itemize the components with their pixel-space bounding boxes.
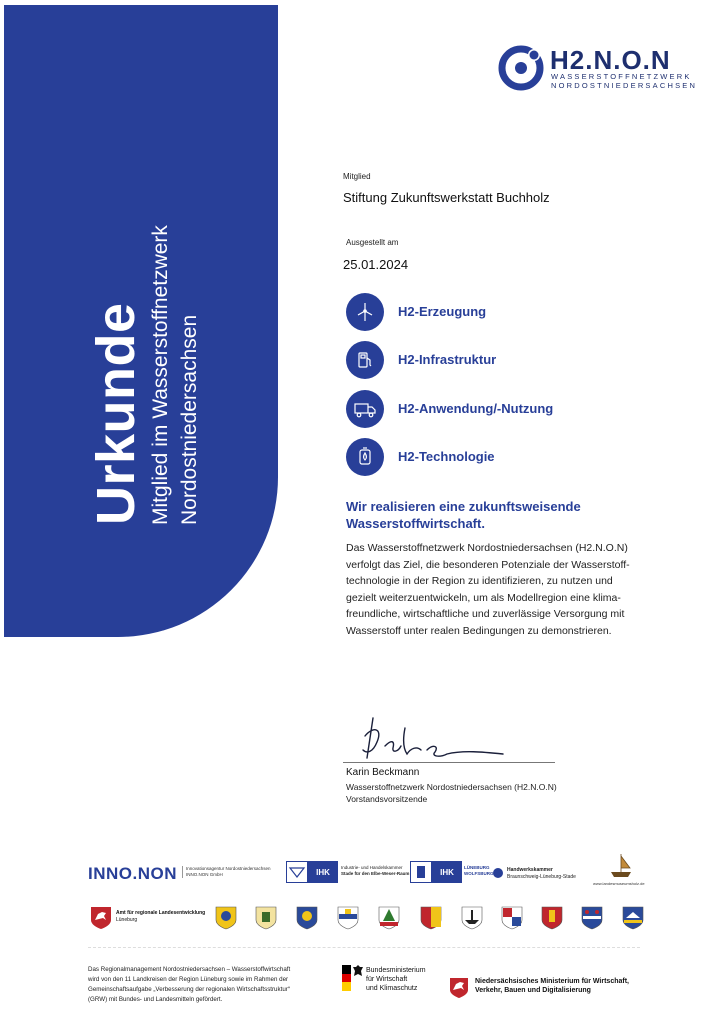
member-name: Stiftung Zukunftswerkstatt Buchholz [343, 190, 550, 205]
statement-body [346, 540, 656, 640]
headline-line: Wasserstoffwirtschaft. [346, 516, 485, 531]
category-label: H2-Technologie [398, 449, 495, 464]
certificate-title: Urkunde [86, 302, 146, 525]
handwerkskammer-text [507, 867, 576, 880]
body-line: freundliche, wirtschaftliche und zuverlässige Versorgung mit [346, 608, 625, 621]
inno-non-subtitle [182, 866, 277, 878]
fuel-station-icon [346, 341, 384, 379]
funding-line: Gemeinschaftsaufgabe „Verbesserung der regionalen Wirtschaftsstruktur“ [88, 986, 290, 993]
logo-tagline-2: NORDOSTNIEDERSACHSEN [551, 81, 698, 90]
amt-line: Amt für regionale Landesentwicklung [116, 910, 206, 916]
amt-line: Lüneburg [116, 917, 138, 923]
category-h2-technologie [346, 438, 606, 478]
logo-name: H2.N.O.N [550, 45, 671, 75]
member-label: Mitglied [343, 172, 371, 181]
inno-sub-line: INNO.NON GmbH [186, 872, 223, 877]
vertical-title-block [88, 145, 204, 525]
statement-headline [346, 498, 666, 532]
ihk-lueneburg-text [464, 865, 494, 877]
issued-label: Ausgestellt am [346, 238, 399, 247]
ihk-lueneburg-line: WOLFSBURG [464, 871, 494, 876]
inno-sub-line: Innovationsagentur Nordostniedersachsen [186, 866, 271, 871]
district-crest-9-icon [541, 906, 563, 930]
handwerkskammer-icon [493, 868, 503, 878]
lower-saxony-ministry-crest-icon [449, 977, 469, 999]
signer-organization: Wasserstoffnetzwerk Nordostniedersachsen (H2.N.O.N) [346, 782, 557, 792]
category-label: H2-Erzeugung [398, 304, 487, 319]
fuel-cell-icon [346, 438, 384, 476]
ship-logo-icon [608, 852, 634, 880]
ihk-stade-badge: IHK [308, 861, 338, 883]
district-crest-4-icon [337, 906, 359, 930]
certificate-side-panel [4, 5, 278, 637]
funding-line: (GRW) mit Bundes- und Landesmitteln gefördert. [88, 996, 223, 1003]
nds-line: Niedersächsisches Ministerium für Wirtschaft, [475, 978, 629, 985]
district-crest-5-icon [378, 906, 400, 930]
body-line: technologie in der Region zu identifizieren, zu nutzen und [346, 575, 613, 588]
signature-line [343, 762, 555, 763]
bmwk-text [366, 966, 426, 993]
bmwk-line: und Klimaschutz [366, 985, 418, 992]
ihk-stade-line: Industrie- und Handelskammer [341, 865, 403, 870]
nds-line: Verkehr, Bauen und Digitalisierung [475, 987, 591, 994]
category-h2-anwendung [346, 390, 606, 430]
category-h2-infrastruktur [346, 341, 606, 381]
district-crest-10-icon [581, 906, 603, 930]
ship-logo-url: www.landesmuseumsholz.de [593, 881, 645, 886]
ihk-stade-line: Stade für den Elbe-Weser-Raum [341, 871, 410, 876]
bmwk-line: Bundesministerium [366, 967, 426, 974]
ihk-stade-emblem-icon [286, 861, 308, 883]
district-crest-3-icon [296, 906, 318, 930]
nds-ministry-text [475, 977, 629, 995]
wind-turbine-icon [346, 293, 384, 331]
certificate-subtitle-line1: Mitglied im Wasserstoffnetzwerk [149, 225, 172, 525]
issued-date: 25.01.2024 [343, 257, 409, 272]
district-crest-7-icon [461, 906, 483, 930]
category-h2-erzeugung [346, 293, 606, 333]
funding-line: wird von den 11 Landkreisen der Region Lüneburg sowie im Rahmen der [88, 976, 289, 983]
district-crest-1-icon [215, 906, 237, 930]
ihk-stade-text [341, 865, 409, 877]
german-flag-icon [342, 965, 351, 991]
h2non-logo-mark-icon [498, 45, 544, 91]
signer-role: Vorstandsvorsitzende [346, 794, 428, 804]
h2non-logo [498, 45, 698, 93]
certificate-subtitle-line2: Nordostniedersachsen [178, 314, 201, 525]
federal-eagle-icon [352, 964, 364, 978]
lower-saxony-horse-crest-icon [90, 906, 112, 930]
district-crest-2-icon [255, 906, 277, 930]
ihk-lueneburg-badge: IHK [432, 861, 462, 883]
hwk-line: Braunschweig-Lüneburg-Stade [507, 873, 576, 880]
hwk-line: Handwerkskammer [507, 867, 553, 873]
ihk-lueneburg-emblem-icon [410, 861, 432, 883]
truck-icon [346, 390, 384, 428]
district-crest-8-icon [501, 906, 523, 930]
category-label: H2-Anwendung/-Nutzung [398, 401, 554, 416]
body-line: Wasserstoff unter realen Bedingungen zu demonstrieren. [346, 624, 612, 637]
body-line: Das Wasserstoffnetzwerk Nordostniedersachsen (H2.N.O.N) [346, 542, 628, 554]
headline-line: Wir realisieren eine zukunftsweisende [346, 499, 581, 514]
district-crest-11-icon [622, 906, 644, 930]
amt-text [116, 910, 205, 924]
body-line: verfolgt das Ziel, die besonderen Potenziale der Wasserstoff- [346, 558, 630, 571]
funding-line: Das Regionalmanagement Nordostniedersachsen – Wasserstoffwirtschaft [88, 966, 291, 973]
footer-divider [88, 947, 640, 948]
ihk-lueneburg-line: LÜNEBURG [464, 865, 490, 870]
category-label: H2-Infrastruktur [398, 352, 497, 367]
body-line: gezielt weiterzuentwickeln, um als Modellregion eine klima- [346, 591, 621, 604]
handwritten-signature [343, 706, 543, 766]
district-crest-6-icon [420, 906, 442, 930]
inno-non-logo: INNO.NON [88, 864, 177, 883]
bmwk-line: für Wirtschaft [366, 976, 408, 983]
signer-name: Karin Beckmann [346, 767, 420, 778]
funding-note [88, 965, 328, 1005]
logo-tagline-1: WASSERSTOFFNETZWERK [551, 72, 692, 81]
